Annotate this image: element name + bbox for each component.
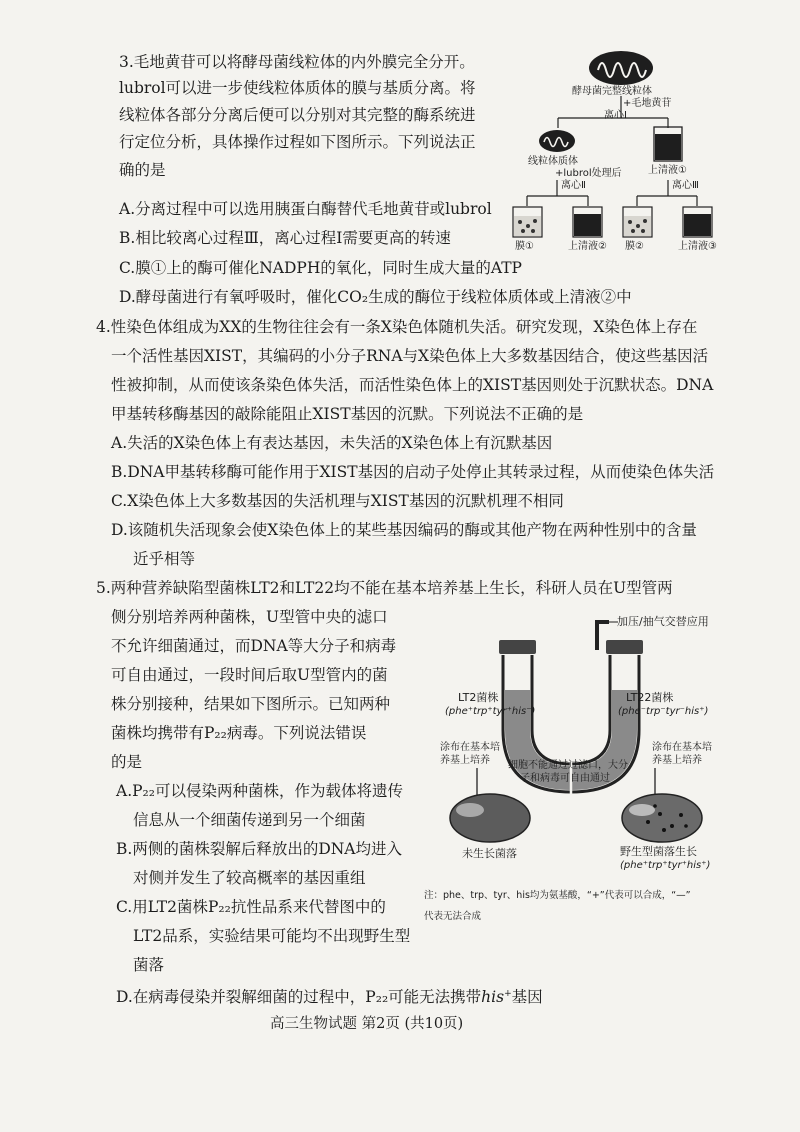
q5-stem-line-5: 株分别接种，结果如下图所示。已知两种: [111, 695, 391, 713]
q5-option-c-cont: LT2品系，实验结果可能均不出现野生型: [133, 927, 411, 945]
q3-stem-line-2: lubrol可以进一步使线粒体质体的膜与基质分离。将: [119, 79, 476, 97]
q4-stem-line-2: 一个活性基因XIST，其编码的小分子RNA与X染色体上大多数基因结合，使这些基因活: [111, 347, 709, 365]
q5-option-d-gene: his: [481, 988, 505, 1007]
q3-fig-tube-2: 上清液②: [568, 241, 607, 252]
q3-fig-cent3: 离心Ⅲ: [672, 180, 699, 191]
q5-stem-line-3: 不允许细菌通过，而DNA等大分子和病毒: [111, 637, 397, 655]
q3-stem-line-4: 行定位分析，具体操作过程如下图所示。下列说法正: [119, 133, 476, 151]
q3-fig-add1: +毛地黄苷: [623, 98, 672, 109]
q4-option-a: A.失活的X染色体上有表达基因，未失活的X染色体上有沉默基因: [111, 434, 553, 452]
q5-fig-filter-2: 子和病毒可自由通过: [520, 773, 610, 784]
q3-fig-tube-3: 膜②: [625, 241, 644, 252]
q3-fig-add2: +lubrol处理后: [555, 168, 622, 179]
q5-fig-left-spread-2: 养基上培养: [440, 755, 490, 766]
q5-option-d-text: D.在病毒侵染并裂解细菌的过程中，P₂₂可能无法携带: [116, 988, 482, 1007]
petri-dish-wild-type-colony: [622, 794, 702, 842]
q3-option-c: C.膜①上的酶可催化NADPH的氧化，同时生成大量的ATP: [119, 259, 522, 277]
q4-option-b: B.DNA甲基转移酶可能作用于XIST基因的启动子处停止其转录过程，从而使染色体失活: [111, 463, 715, 481]
q3-fig-top-label: 酵母菌完整线粒体: [572, 86, 652, 97]
q4-option-c: C.X染色体上大多数基因的失活机理与XIST基因的沉默机理不相同: [111, 492, 564, 510]
q5-stem-line-7: 的是: [111, 753, 143, 771]
q4-stem-line-1: 4.性染色体组成为XX的生物往往会有一条X染色体随机失活。研究发现，X染色体上存在: [96, 318, 698, 336]
q5-fig-pump: 加压/抽气交替应用: [617, 615, 709, 628]
q5-fig-right-spread-2: 养基上培养: [652, 755, 702, 766]
q5-stem-line-6: 菌株均携带有P₂₂病毒。下列说法错误: [111, 724, 367, 742]
q5-fig-lt22: LT22菌株: [626, 691, 674, 704]
q3-stem-line-3: 线粒体各部分分离后便可以分别对其完整的酶系统进: [119, 106, 476, 124]
q5-fig-filter-1: 细胞不能通过过滤口，大分: [508, 760, 628, 771]
q5-fig-note-2: 代表无法合成: [424, 911, 482, 922]
q5-fig-right-genotype: (phe⁺trp⁺tyr⁺his⁺): [620, 860, 711, 871]
q3-stem-line-5: 确的是: [119, 161, 166, 179]
page-footer: 高三生物试题 第2页 (共10页): [270, 1016, 464, 1032]
q5-stem-line-4: 可自由通过，一段时间后取U型管内的菌: [111, 666, 388, 684]
q5-option-b-cont: 对侧并发生了较高概率的基因重组: [133, 869, 366, 887]
q4-option-d-cont: 近乎相等: [133, 550, 196, 568]
q5-fig-note-1: 注：phe、trp、tyr、his均为氨基酸，“+”代表可以合成，“—”: [424, 890, 691, 901]
q4-option-d: D.该随机失活现象会使X染色体上的某些基因编码的酶或其他产物在两种性别中的含量: [111, 521, 697, 539]
q5-stem-line-2: 侧分别培养两种菌株，U型管中央的滤口: [111, 608, 388, 626]
q4-stem-line-3: 性被抑制，从而使该条染色体失活，而活性染色体上的XIST基因则处于沉默状态。DNA: [111, 376, 714, 394]
q3-fig-cent2: 离心Ⅱ: [561, 180, 586, 191]
q3-fig-tube-1: 膜①: [515, 241, 534, 252]
q5-fig-left-result: 未生长菌落: [462, 847, 517, 860]
q3-fig-tube-4: 上清液③: [678, 241, 717, 252]
q4-stem-line-4: 甲基转移酶基因的敲除能阻止XIST基因的沉默。下列说法不正确的是: [111, 405, 584, 423]
q3-option-a: A.分离过程中可以选用胰蛋白酶替代毛地黄苷或lubrol: [119, 200, 492, 218]
q5-option-d-sup: +: [504, 989, 512, 999]
q3-fig-left-label: 线粒体质体: [528, 156, 578, 167]
q5-option-c-cont-2: 菌落: [133, 956, 165, 974]
q5-fig-lt2-genotype: (phe⁺trp⁺tyr⁺his⁻): [445, 706, 536, 717]
q5-option-a-cont: 信息从一个细菌传递到另一个细菌: [133, 811, 366, 829]
q5-fig-left-spread-1: 涂布在基本培: [440, 742, 500, 753]
q3-fig-right-label: 上清液①: [648, 165, 687, 176]
q5-option-b: B.两侧的菌株裂解后释放出的DNA均进入: [116, 840, 403, 858]
q5-fig-right-spread-1: 涂布在基本培: [652, 742, 712, 753]
q3-option-b: B.相比较离心过程Ⅲ，离心过程Ⅰ需要更高的转速: [119, 229, 451, 247]
petri-dish-no-colony: [450, 794, 530, 842]
q5-fig-lt22-genotype: (phe⁻trp⁻tyr⁻his⁺): [618, 706, 709, 717]
q5-fig-lt2: LT2菌株: [458, 691, 499, 704]
q3-fig-cent1: 离心Ⅰ: [604, 110, 627, 121]
q5-option-a: A.P₂₂可以侵染两种菌株，作为载体将遗传: [116, 782, 403, 800]
q5-option-d-tail: 基因: [511, 988, 543, 1007]
q5-stem-line-1: 5.两种营养缺陷型菌株LT2和LT22均不能在基本培养基上生长，科研人员在U型管两: [96, 579, 673, 597]
q5-fig-right-result: 野生型菌落生长: [620, 845, 697, 858]
q3-stem-line-1: 3.毛地黄苷可以将酵母菌线粒体的内外膜完全分开。: [119, 53, 475, 71]
q5-option-c: C.用LT2菌株P₂₂抗性品系来代替图中的: [116, 898, 386, 916]
q3-option-d: D.酵母菌进行有氧呼吸时，催化CO₂生成的酶位于线粒体质体或上清液②中: [119, 288, 632, 306]
